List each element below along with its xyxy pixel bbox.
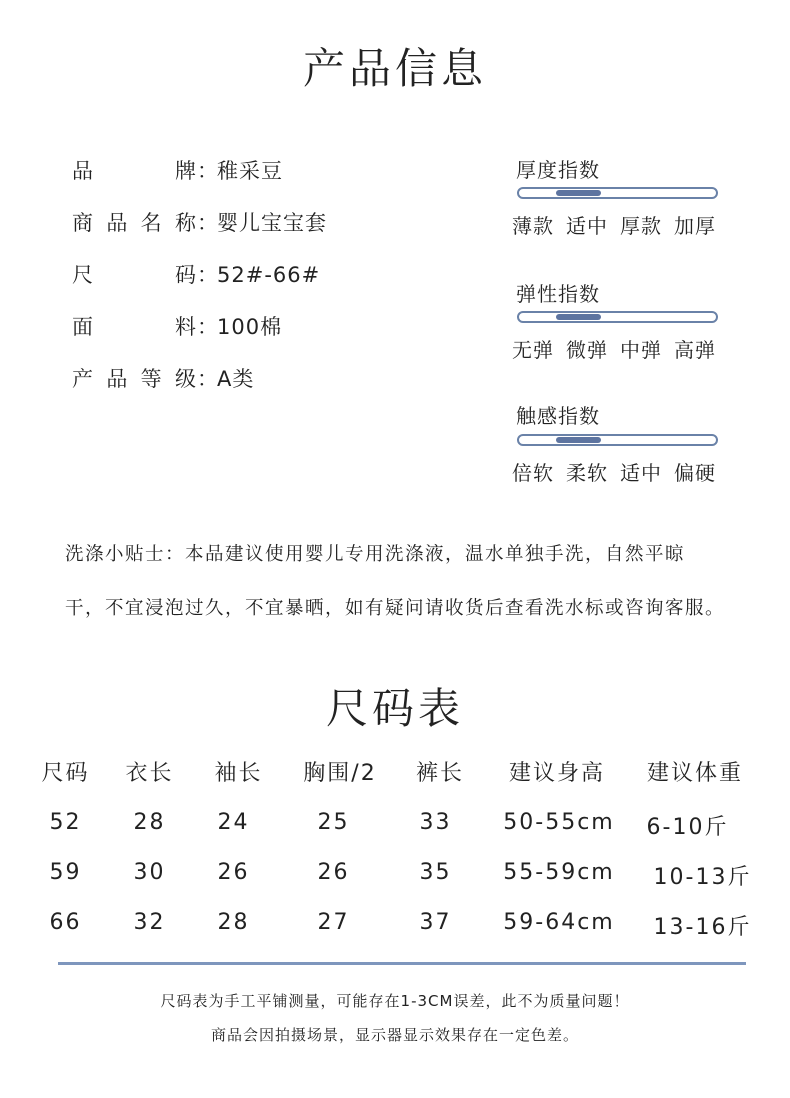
table-cell: 26 — [217, 860, 250, 885]
index-option: 微弹 — [566, 338, 608, 362]
info-colon: ： — [197, 367, 219, 391]
info-value: 100棉 — [217, 315, 283, 339]
table-cell: 24 — [217, 810, 250, 835]
info-colon: ： — [197, 159, 219, 183]
index-fill — [556, 314, 601, 320]
index-options — [512, 457, 732, 486]
table-header-cell: 衣长 — [125, 761, 174, 786]
table-cell: 28 — [133, 810, 166, 835]
info-colon: ： — [197, 211, 219, 235]
index-title: 弹性指数 — [516, 282, 600, 306]
table-header-cell: 胸围/2 — [303, 761, 377, 786]
info-row-grade — [72, 363, 254, 395]
info-row-size — [72, 259, 320, 291]
wash-tip-line-2: 干，不宜浸泡过久，不宜暴晒，如有疑问请收货后查看洗水标或咨询客服。 — [65, 598, 726, 619]
info-label: 品牌 — [72, 159, 197, 183]
index-option: 无弹 — [512, 338, 554, 362]
table-header-cell: 建议身高 — [508, 761, 605, 786]
index-option: 适中 — [620, 461, 662, 485]
table-cell: 59-64cm — [503, 910, 615, 935]
index-track — [517, 187, 718, 199]
table-cell: 13-16斤 — [653, 915, 752, 940]
page-title: 产品信息 — [302, 44, 487, 93]
disclaimer-line-1: 尺码表为手工平铺测量，可能存在1-3CM误差，此不为质量问题！ — [160, 992, 630, 1010]
table-cell: 35 — [419, 860, 452, 885]
table-cell: 30 — [133, 860, 166, 885]
table-header-cell: 建议体重 — [646, 761, 743, 786]
table-cell: 59 — [49, 860, 82, 885]
table-cell: 28 — [217, 910, 250, 935]
index-option: 加厚 — [674, 214, 716, 238]
table-cell: 6-10斤 — [646, 815, 729, 840]
disclaimer-line-2: 商品会因拍摄场景，显示器显示效果存在一定色差。 — [210, 1026, 579, 1044]
table-cell: 25 — [317, 810, 350, 835]
size-chart-title: 尺码表 — [325, 684, 464, 733]
table-cell: 32 — [133, 910, 166, 935]
info-row-product-name — [72, 207, 327, 239]
info-colon: ： — [197, 315, 219, 339]
table-cell: 26 — [317, 860, 350, 885]
index-title: 厚度指数 — [516, 158, 600, 182]
table-cell: 37 — [419, 910, 452, 935]
table-header-cell: 裤长 — [415, 761, 464, 786]
table-cell: 10-13斤 — [653, 865, 752, 890]
index-fill — [556, 437, 601, 443]
index-options — [512, 334, 732, 363]
index-option: 薄款 — [512, 214, 554, 238]
info-row-fabric — [72, 311, 282, 343]
index-track — [517, 311, 718, 323]
index-option: 适中 — [566, 214, 608, 238]
divider-line — [58, 962, 746, 965]
table-cell: 33 — [419, 810, 452, 835]
info-label: 面料 — [72, 315, 197, 339]
index-track — [517, 434, 718, 446]
index-option: 偏硬 — [674, 461, 716, 485]
info-label: 商品名称 — [72, 211, 197, 235]
table-cell: 50-55cm — [503, 810, 615, 835]
info-value: A类 — [217, 367, 255, 391]
info-label: 尺码 — [72, 263, 197, 287]
index-option: 柔软 — [566, 461, 608, 485]
index-option: 厚款 — [620, 214, 662, 238]
info-colon: ： — [197, 263, 219, 287]
table-cell: 27 — [317, 910, 350, 935]
table-cell: 52 — [49, 810, 82, 835]
index-fill — [556, 190, 601, 196]
index-option: 中弹 — [620, 338, 662, 362]
info-label: 产品等级 — [72, 367, 197, 391]
index-option: 倍软 — [512, 461, 554, 485]
table-cell: 55-59cm — [503, 860, 615, 885]
table-header-cell: 袖长 — [214, 761, 263, 786]
info-row-brand — [72, 155, 283, 187]
table-header-cell: 尺码 — [41, 761, 90, 786]
info-value: 52#-66# — [217, 263, 321, 287]
index-option: 高弹 — [674, 338, 716, 362]
info-value: 婴儿宝宝套 — [217, 211, 327, 235]
table-cell: 66 — [49, 910, 82, 935]
index-options — [512, 210, 732, 239]
info-value: 稚采豆 — [217, 159, 283, 183]
index-title: 触感指数 — [516, 404, 600, 428]
wash-tip-line-1: 洗涤小贴士：本品建议使用婴儿专用洗涤液，温水单独手洗，自然平晾 — [65, 544, 686, 565]
